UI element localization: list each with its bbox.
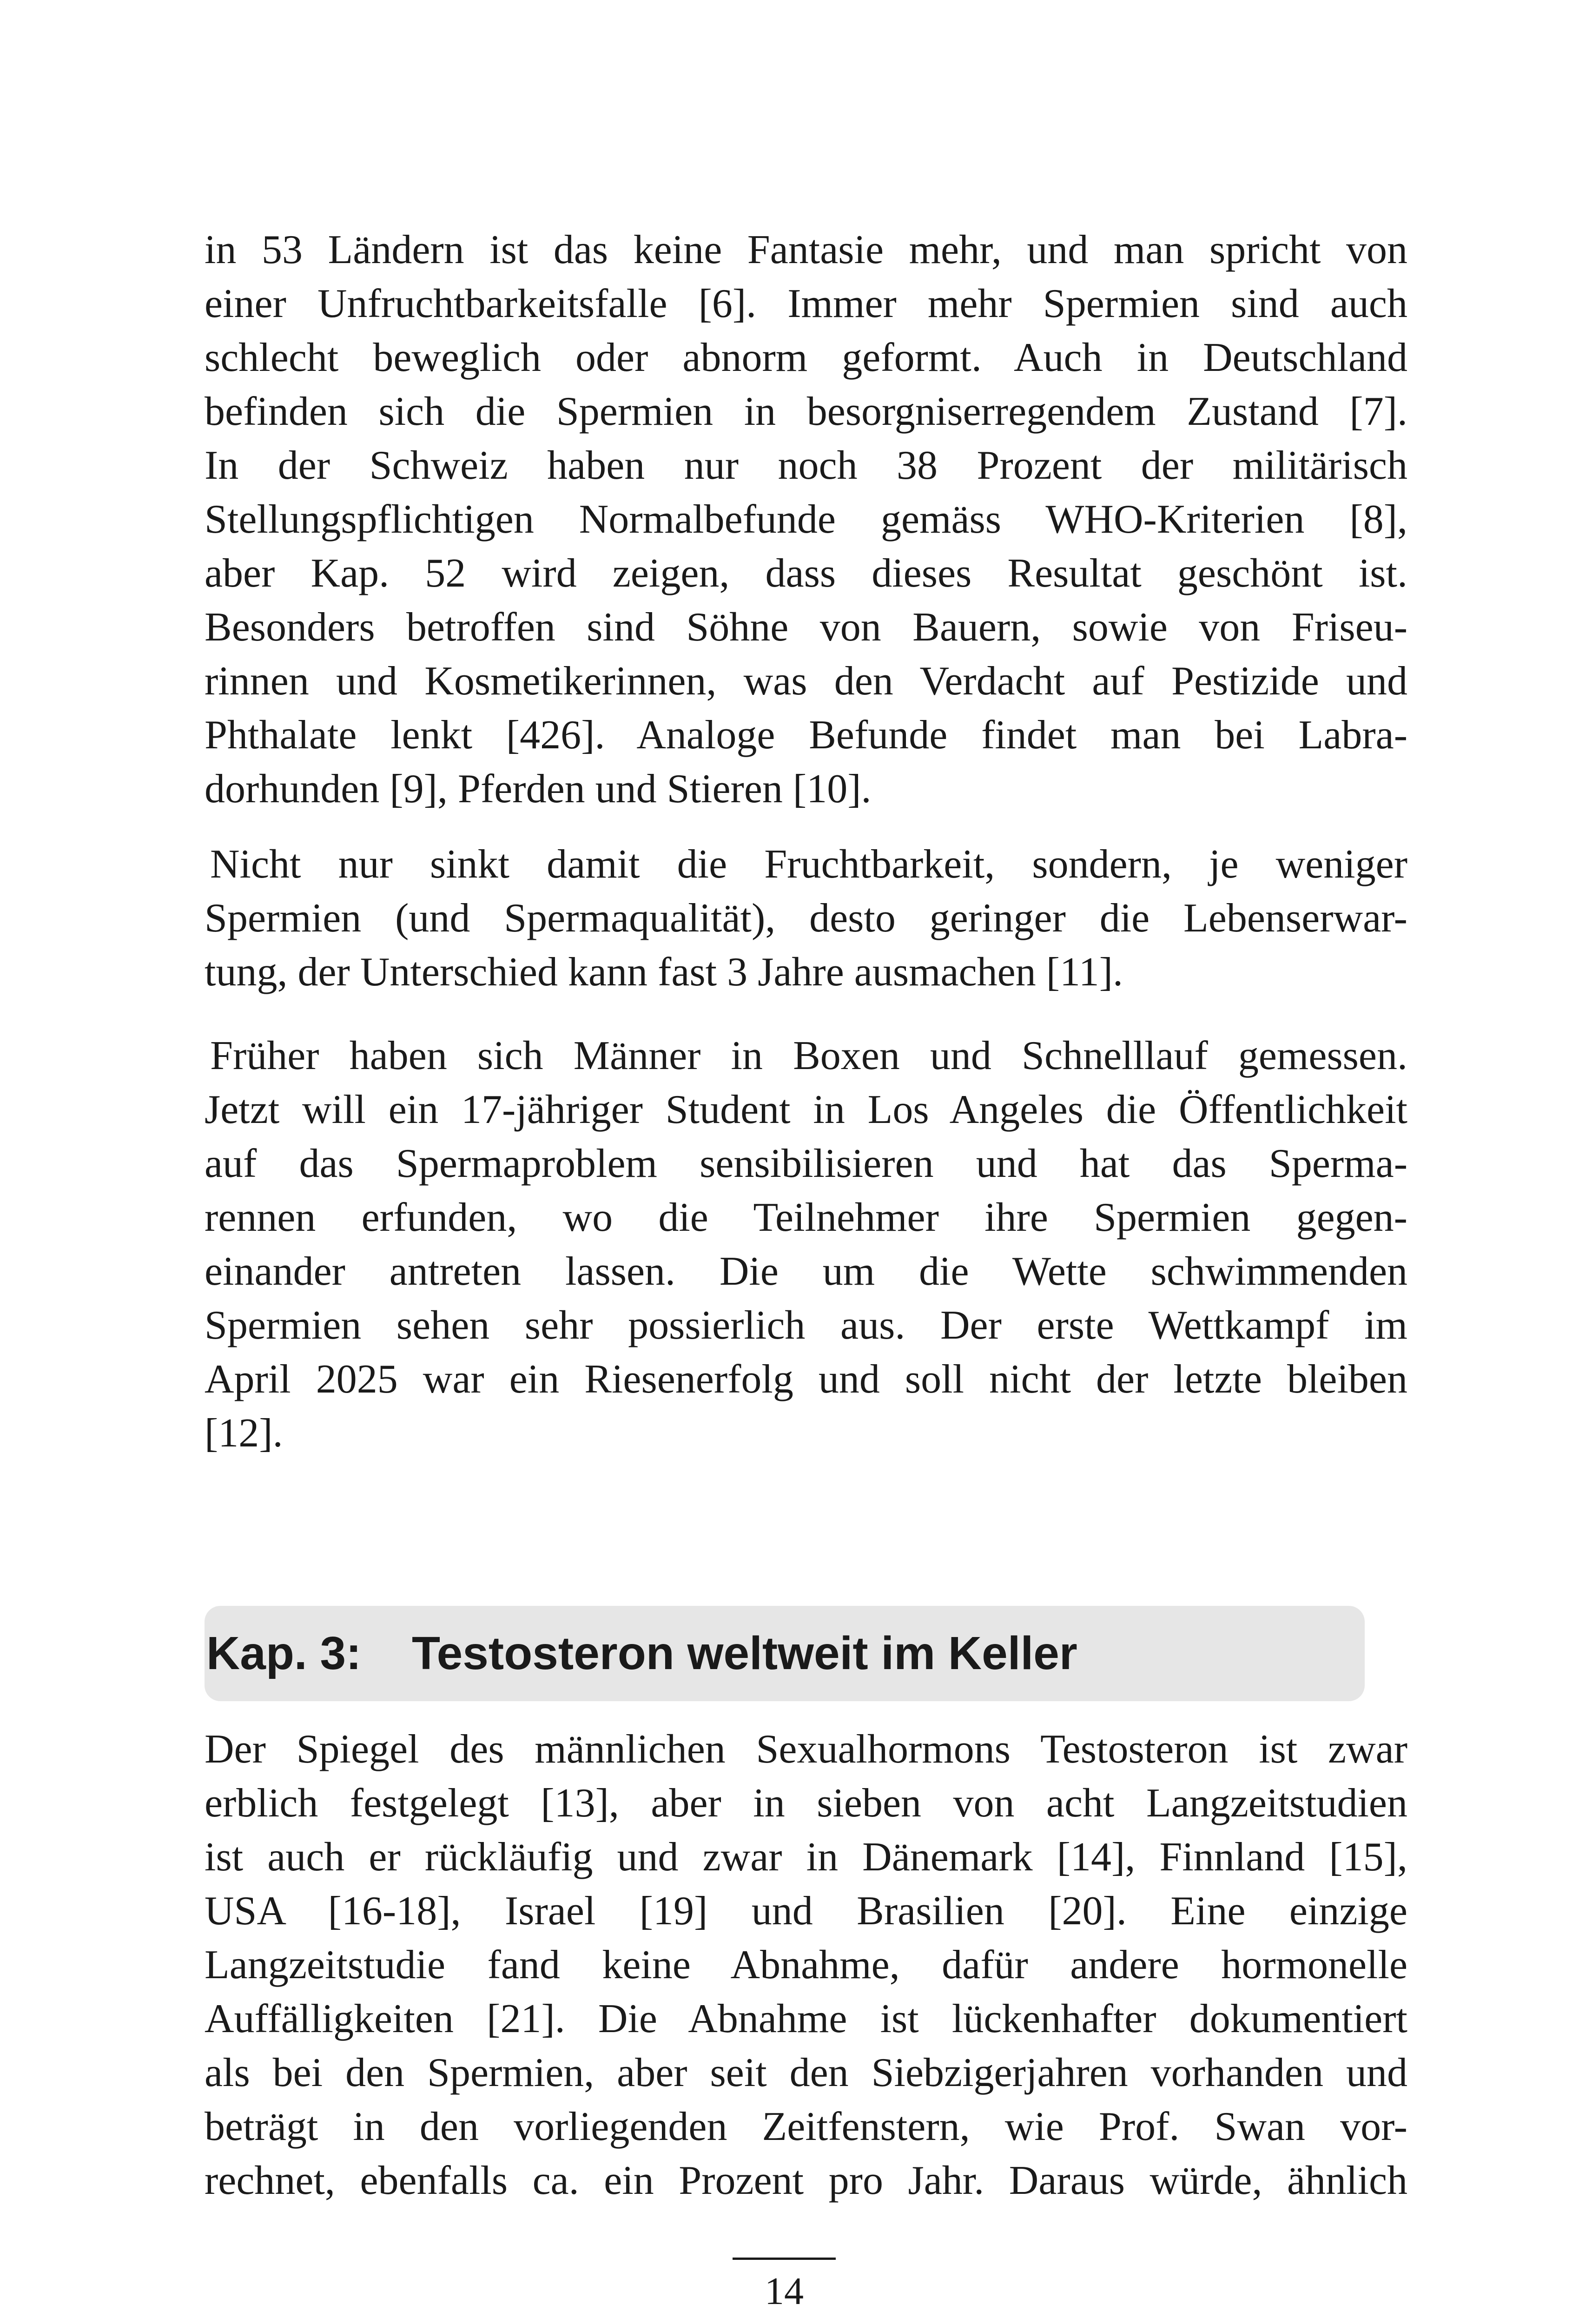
text-line: tung, der Unterschied kann fast 3 Jahre ausmachen [11]. bbox=[205, 950, 1123, 995]
text-line: einander antreten lassen. Die um die Wette schwimmenden bbox=[205, 1249, 1407, 1294]
text-line: Spermien (und Spermaqualität), desto geringer die Lebenserwar- bbox=[205, 896, 1407, 941]
text-line: erblich festgelegt [13], aber in sieben von acht Langzeitstudien bbox=[205, 1781, 1407, 1826]
text-line: einer Unfruchtbarkeitsfalle [6]. Immer mehr Spermien sind auch bbox=[205, 281, 1407, 326]
text-line: [12]. bbox=[205, 1411, 283, 1456]
text-line: USA [16-18], Israel [19] und Brasilien [20]. Eine einzige bbox=[205, 1888, 1407, 1934]
chapter-title: Testosteron weltweit im Keller bbox=[412, 1627, 1077, 1679]
footer-rule bbox=[733, 2258, 836, 2260]
text-line: rechnet, ebenfalls ca. ein Prozent pro Jahr. Daraus würde, ähnlich bbox=[205, 2158, 1407, 2203]
text-line: Nicht nur sinkt damit die Fruchtbarkeit, sondern, je weniger bbox=[210, 842, 1407, 887]
text-line: befinden sich die Spermien in besorgniserregendem Zustand [7]. bbox=[205, 389, 1407, 434]
chapter-heading bbox=[205, 1606, 1365, 1701]
text-line: Phthalate lenkt [426]. Analoge Befunde findet man bei Labra- bbox=[205, 713, 1407, 758]
text-line: Besonders betroffen sind Söhne von Bauern, sowie von Friseu- bbox=[205, 605, 1407, 650]
text-line: Früher haben sich Männer in Boxen und Schnelllauf gemessen. bbox=[210, 1033, 1407, 1078]
text-line: dorhunden [9], Pferden und Stieren [10]. bbox=[205, 766, 872, 812]
text-line: ist auch er rückläufig und zwar in Dänemark [14], Finnland [15], bbox=[205, 1835, 1407, 1880]
text-line: in 53 Ländern ist das keine Fantasie mehr, und man spricht von bbox=[205, 227, 1407, 272]
text-line: Stellungspflichtigen Normalbefunde gemäss WHO-Kriterien [8], bbox=[205, 497, 1407, 542]
text-line: April 2025 war ein Riesenerfolg und soll nicht der letzte bleiben bbox=[205, 1357, 1407, 1402]
text-line: aber Kap. 52 wird zeigen, dass dieses Resultat geschönt ist. bbox=[205, 551, 1407, 596]
text-line: rennen erfunden, wo die Teilnehmer ihre Spermien gegen- bbox=[205, 1195, 1407, 1240]
text-line: auf das Spermaproblem sensibilisieren und hat das Sperma- bbox=[205, 1141, 1407, 1186]
page-number: 14 bbox=[765, 2270, 804, 2313]
text-line: Langzeitstudie fand keine Abnahme, dafür andere hormonelle bbox=[205, 1942, 1407, 1987]
text-line: Jetzt will ein 17-jähriger Student in Los Angeles die Öffentlichkeit bbox=[205, 1087, 1407, 1132]
text-line: Auffälligkeiten [21]. Die Abnahme ist lückenhafter dokumentiert bbox=[205, 1996, 1407, 2041]
text-line: In der Schweiz haben nur noch 38 Prozent der militärisch bbox=[205, 443, 1407, 488]
text-line: rinnen und Kosmetikerinnen, was den Verdacht auf Pestizide und bbox=[205, 659, 1407, 704]
text-line: als bei den Spermien, aber seit den Siebzigerjahren vorhanden und bbox=[205, 2050, 1407, 2095]
chapter-number: Kap. 3: bbox=[206, 1627, 362, 1679]
text-line: beträgt in den vorliegenden Zeitfenstern, wie Prof. Swan vor- bbox=[205, 2104, 1407, 2149]
text-line: Spermien sehen sehr possierlich aus. Der erste Wettkampf im bbox=[205, 1303, 1407, 1348]
text-line: Der Spiegel des männlichen Sexualhormons Testosteron ist zwar bbox=[205, 1727, 1407, 1772]
text-line: schlecht beweglich oder abnorm geformt. Auch in Deutschland bbox=[205, 335, 1407, 380]
